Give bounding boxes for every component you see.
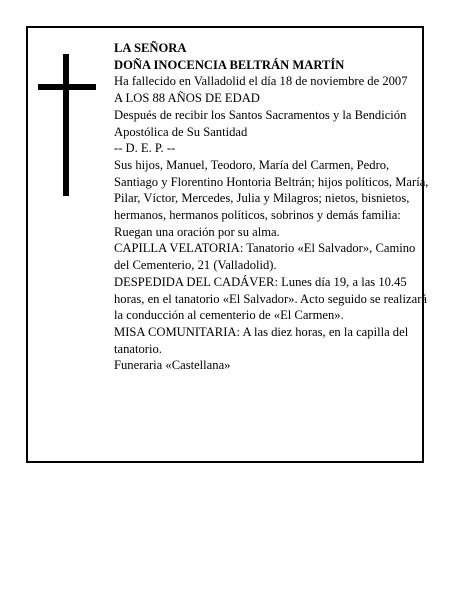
prayer-request: Ruegan una oración por su alma. <box>114 224 280 239</box>
rip-line: -- D. E. P. -- <box>114 141 176 156</box>
family-paragraph: Sus hijos, Manuel, Teodoro, María del Carmen, Pedro, Santiago y Florentino Hontoria Beltrán; hijos políticos, María, Pilar, Víctor, Mercedes, Julia y Milagros; nietos, bisnietos, hermanos, hermanos políticos, sobrinos y demás familia: <box>114 157 429 223</box>
cross-icon-crossbar <box>38 84 96 90</box>
death-announcement: Ha fallecido en Valladolid el día 18 de noviembre de 2007 <box>114 74 408 89</box>
age-line: A LOS 88 AÑOS DE EDAD <box>114 91 260 106</box>
deceased-name: DOÑA INOCENCIA BELTRÁN MARTÍN <box>114 57 345 72</box>
mass-info: MISA COMUNITARIA: A las diez horas, en la capilla del tanatorio. <box>114 324 409 356</box>
title-line: LA SEÑORA <box>114 41 187 55</box>
cross-icon <box>63 54 69 196</box>
farewell-info: DESPEDIDA DEL CADÁVER: Lunes día 19, a las 10.45 horas, en el tanatorio «El Salvador». Acto seguido se realizará la conducción al cementerio de «El Carmen». <box>114 274 427 323</box>
sacraments-line: Después de recibir los Santos Sacramentos y la Bendición Apostólica de Su Santidad <box>114 107 407 139</box>
funeral-home: Funeraria «Castellana» <box>114 358 231 373</box>
wake-chapel-info: CAPILLA VELATORIA: Tanatorio «El Salvador», Camino del Cementerio, 21 (Valladolid). <box>114 241 416 273</box>
obituary-text <box>114 40 432 374</box>
